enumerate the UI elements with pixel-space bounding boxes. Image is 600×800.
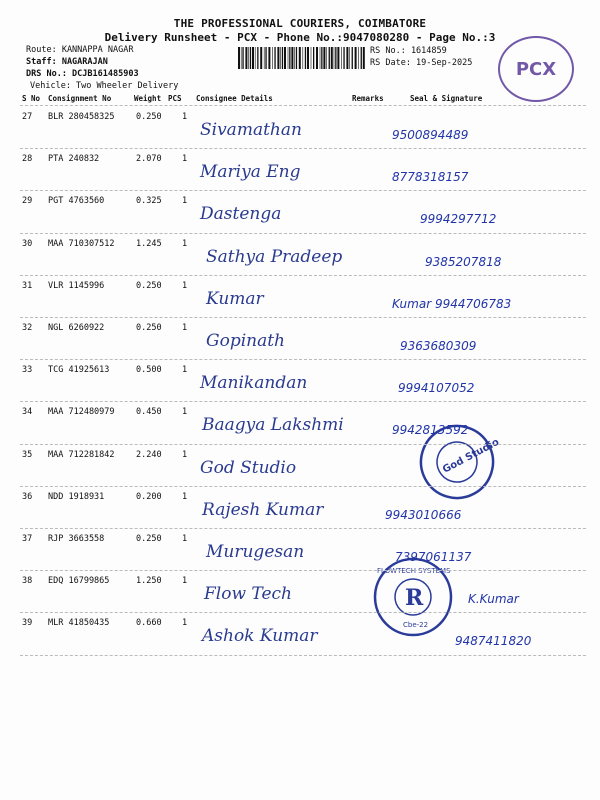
cell-consignment: MAA 712480979	[48, 407, 115, 418]
flowtech-text: FLOWTECH SYSTEMS	[377, 567, 451, 575]
consignee-handwriting: Rajesh Kumar	[202, 499, 324, 520]
company-title: THE PROFESSIONAL COURIERS, COIMBATORE	[173, 17, 427, 30]
barcode-bar	[299, 47, 301, 69]
cell-consignment: PTA 240832	[48, 154, 100, 165]
row-divider	[20, 612, 586, 613]
col-consignment: Consignment No	[48, 94, 112, 103]
signature-phone: 9385207818	[425, 254, 502, 269]
signature-phone: 7397061137	[395, 550, 472, 564]
cell-consignment: RJP 3663558	[48, 534, 105, 544]
cell-sno: 34	[22, 407, 33, 418]
consignee-handwriting: God Studio	[200, 457, 297, 478]
row-divider	[20, 570, 586, 571]
cell-pcs: 1	[182, 280, 188, 291]
cell-weight: 0.250	[136, 534, 162, 544]
barcode-bar	[252, 47, 254, 69]
signature-phone: Kumar 9944706783	[392, 296, 512, 311]
row-divider	[20, 401, 586, 402]
cell-pcs: 1	[182, 449, 188, 460]
cell-consignment: BLR 280458325	[48, 112, 115, 122]
cell-weight: 0.450	[136, 407, 162, 418]
cell-weight: 0.200	[136, 491, 162, 502]
rs-date: RS Date: 19-Sep-2025	[370, 58, 473, 68]
col-weight: Weight	[134, 94, 162, 103]
cell-sno: 27	[22, 112, 33, 122]
barcode-bar	[242, 47, 243, 69]
barcode-bar	[335, 47, 336, 69]
cell-pcs: 1	[182, 365, 188, 376]
barcode-bar	[303, 47, 304, 69]
barcode-bar	[349, 47, 350, 69]
consignee-handwriting: Manikandan	[200, 373, 308, 394]
signature-phone: 9994297712	[420, 212, 497, 227]
barcode-bar	[250, 47, 251, 69]
cell-weight: 2.070	[136, 154, 162, 165]
cell-pcs: 1	[182, 491, 188, 502]
barcode-bar	[294, 47, 295, 69]
barcode-bar	[355, 47, 357, 69]
barcode-bar	[329, 47, 330, 69]
cell-weight: 1.250	[136, 576, 162, 587]
row-divider	[20, 148, 586, 149]
signature-phone: K.Kumar	[468, 592, 519, 607]
signature-phone: 9942813592	[392, 423, 469, 438]
cell-consignment: MAA 710307512	[48, 238, 115, 249]
cell-sno: 28	[22, 154, 33, 165]
consignee-handwriting: Sathya Pradeep	[206, 246, 343, 267]
col-sno: S No	[22, 94, 41, 103]
svg-text:R: R	[405, 585, 424, 611]
barcode-bar	[272, 47, 273, 69]
barcode	[238, 47, 366, 69]
table-row	[20, 106, 586, 148]
consignee-handwriting: Sivamathan	[200, 120, 302, 140]
barcode-bar	[274, 47, 275, 69]
row-divider	[20, 528, 586, 529]
flowtech-place: Cbe-22	[403, 621, 429, 629]
cell-pcs: 1	[182, 112, 188, 122]
table-header	[20, 94, 586, 105]
vehicle-label: Vehicle: Two Wheeler Delivery	[30, 81, 179, 91]
cell-sno: 35	[22, 449, 33, 460]
cell-consignment: NGL 6260922	[48, 323, 105, 333]
cell-pcs: 1	[182, 407, 188, 418]
col-remarks: Remarks	[352, 94, 384, 103]
table-row	[20, 317, 586, 359]
table-row	[20, 148, 586, 190]
row-divider	[20, 233, 586, 234]
barcode-bar	[313, 47, 314, 69]
barcode-bar	[264, 47, 265, 69]
cell-pcs: 1	[182, 154, 188, 165]
barcode-bar	[241, 47, 242, 69]
route-label: Route: KANNAPPA NAGAR	[26, 45, 134, 55]
table-row	[20, 444, 586, 486]
pcx-stamp: PCX	[498, 36, 574, 102]
cell-weight: 0.250	[136, 323, 162, 333]
cell-weight: 0.325	[136, 196, 162, 207]
cell-sno: 32	[22, 323, 33, 333]
barcode-bar	[284, 47, 286, 69]
barcode-bar	[277, 47, 279, 69]
row-divider	[20, 444, 586, 445]
cell-consignment: MLR 41850435	[48, 618, 110, 629]
signature-phone: 9943010666	[385, 507, 462, 522]
cell-consignment: MAA 712281842	[48, 449, 115, 460]
cell-weight: 0.250	[136, 280, 162, 291]
consignee-handwriting: Flow Tech	[204, 584, 292, 605]
barcode-bar	[326, 47, 327, 69]
cell-consignment: TCG 41925613	[48, 365, 110, 376]
cell-sno: 38	[22, 576, 33, 587]
cell-sno: 37	[22, 534, 33, 544]
consignee-handwriting: Mariya Eng	[200, 162, 301, 183]
cell-consignment: NDD 1918931	[48, 491, 105, 502]
cell-sno: 29	[22, 196, 33, 207]
cell-consignment: EDQ 16799865	[48, 576, 110, 587]
barcode-bar	[265, 47, 266, 69]
row-divider	[20, 486, 586, 487]
signature-phone: 9487411820	[455, 634, 532, 649]
cell-weight: 2.240	[136, 449, 162, 460]
col-pcs: PCS	[168, 94, 182, 103]
barcode-bar	[245, 47, 247, 69]
barcode-bar	[305, 47, 306, 69]
drs-label: DRS No.: DCJB161485903	[26, 69, 139, 79]
barcode-bar	[341, 47, 342, 69]
cell-weight: 0.500	[136, 365, 162, 376]
barcode-bar	[288, 47, 289, 69]
runsheet-subtitle: Delivery Runsheet - PCX - Phone No.:9047080280 - Page No.:3	[104, 31, 496, 44]
barcode-bar	[343, 47, 344, 69]
barcode-bar	[238, 47, 240, 69]
row-divider	[20, 317, 586, 318]
cell-sno: 30	[22, 238, 33, 249]
barcode-bar	[291, 47, 293, 69]
row-divider	[20, 359, 586, 360]
consignee-handwriting: Murugesan	[206, 542, 305, 562]
cell-pcs: 1	[182, 196, 188, 207]
barcode-bar	[268, 47, 270, 69]
cell-sno: 36	[22, 491, 33, 502]
barcode-bar	[352, 47, 353, 69]
barcode-bar	[255, 47, 256, 69]
cell-pcs: 1	[182, 534, 188, 544]
signature-phone: 8778318157	[392, 170, 469, 185]
barcode-bar	[361, 47, 362, 69]
col-consignee: Consignee Details	[196, 94, 273, 103]
barcode-bar	[321, 47, 322, 69]
barcode-bar	[320, 47, 321, 69]
signature-phone: 9994107052	[398, 381, 475, 396]
col-signature: Seal & Signature	[410, 94, 483, 103]
cell-weight: 0.660	[136, 618, 162, 629]
row-divider	[20, 190, 586, 191]
cell-pcs: 1	[182, 323, 188, 333]
barcode-bar	[363, 47, 365, 69]
consignee-handwriting: Kumar	[206, 288, 264, 309]
barcode-bar	[334, 47, 335, 69]
god-studio-text: God Studio	[440, 436, 502, 476]
barcode-bar	[311, 47, 312, 69]
barcode-bar	[257, 47, 258, 69]
consignee-handwriting: Ashok Kumar	[202, 626, 318, 647]
barcode-bar	[260, 47, 262, 69]
barcode-bar	[358, 47, 359, 69]
table-row	[20, 190, 586, 232]
barcode-bar	[337, 47, 339, 69]
row-divider	[20, 275, 586, 276]
consignee-handwriting: Baagya Lakshmi	[202, 415, 344, 436]
cell-weight: 0.250	[136, 112, 162, 122]
staff-label: Staff: NAGARAJAN	[26, 57, 108, 67]
cell-pcs: 1	[182, 238, 188, 249]
cell-weight: 1.245	[136, 238, 162, 249]
barcode-bar	[296, 47, 297, 69]
barcode-bar	[323, 47, 325, 69]
cell-consignment: PGT 4763560	[48, 196, 105, 207]
cell-sno: 33	[22, 365, 33, 376]
barcode-bar	[289, 47, 290, 69]
cell-sno: 31	[22, 280, 33, 291]
barcode-bar	[307, 47, 309, 69]
signature-phone: 9500894489	[392, 128, 469, 142]
consignee-handwriting: Dastenga	[200, 204, 282, 225]
barcode-bar	[331, 47, 333, 69]
barcode-bar	[346, 47, 348, 69]
cell-pcs: 1	[182, 618, 188, 629]
barcode-bar	[282, 47, 283, 69]
barcode-bar	[248, 47, 249, 69]
rs-number: RS No.: 1614859	[370, 46, 447, 56]
cell-sno: 39	[22, 618, 33, 629]
signature-phone: 9363680309	[400, 339, 477, 353]
cell-pcs: 1	[182, 576, 188, 587]
cell-consignment: VLR 1145996	[48, 280, 105, 291]
consignee-handwriting: Gopinath	[206, 331, 285, 351]
row-divider	[20, 655, 586, 656]
barcode-bar	[316, 47, 318, 69]
barcode-bar	[280, 47, 281, 69]
